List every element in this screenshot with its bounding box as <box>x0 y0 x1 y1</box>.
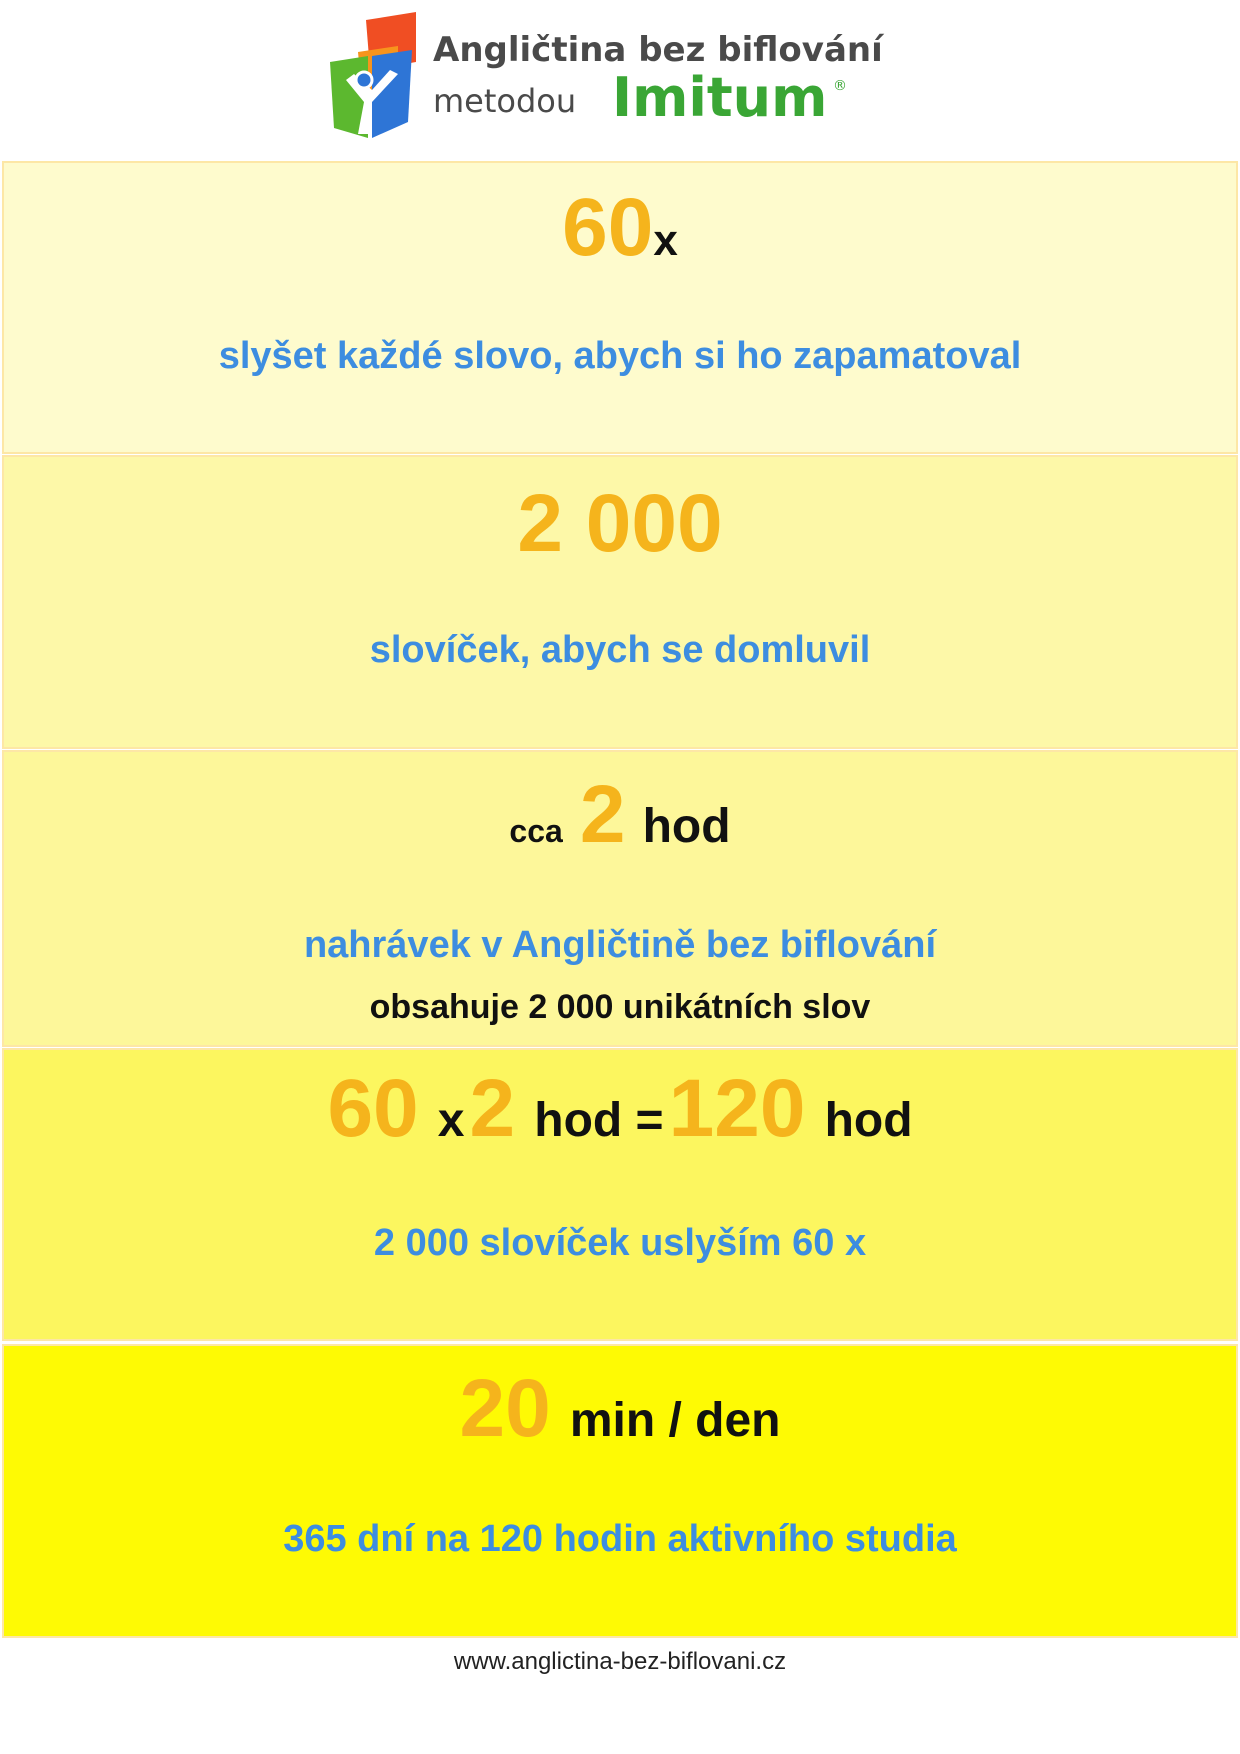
panel-1-suffix: x <box>653 216 678 265</box>
panel-4-n3: 120 <box>668 1063 806 1154</box>
website-url[interactable]: www.anglictina-bez-biflovani.cz <box>453 1648 787 1675</box>
panel-3-suffix: hod <box>642 800 731 853</box>
panel-1-number: 60 <box>562 182 654 273</box>
panel-4-text: 2 000 slovíček uslyším 60 x <box>373 1222 867 1264</box>
panel-2-headline <box>4 477 1236 571</box>
panel-4-n2: 2 <box>469 1063 516 1154</box>
fact-panel-1 <box>2 161 1238 454</box>
fact-panel-2 <box>2 455 1238 749</box>
registered-mark: ® <box>833 78 847 94</box>
panel-3-headline <box>4 768 1236 862</box>
fact-panel-5 <box>2 1344 1238 1638</box>
panel-3-prefix: cca <box>509 813 563 849</box>
panel-4-n1: 60 <box>327 1063 419 1154</box>
panel-2-text: slovíček, abych se domluvil <box>369 629 871 671</box>
panel-5-text: 365 dní na 120 hodin aktivního studia <box>283 1518 957 1560</box>
fact-panel-4 <box>2 1048 1238 1341</box>
panel-3-text: nahrávek v Angličtině bez biflování <box>303 924 937 966</box>
panel-4-op2: hod = <box>534 1094 664 1147</box>
brand-title: Angličtina bez biflování <box>433 30 883 70</box>
header <box>0 0 1240 160</box>
panel-4-equation <box>4 1062 1236 1156</box>
panel-5-headline <box>4 1362 1236 1456</box>
panel-1-headline <box>4 181 1236 275</box>
panel-3-subtext: obsahuje 2 000 unikátních slov <box>369 988 871 1026</box>
panel-3-number: 2 <box>579 769 626 860</box>
brand-subtitle-prefix: metodou <box>433 82 577 120</box>
panel-5-number: 20 <box>459 1363 551 1454</box>
fact-panel-3 <box>2 750 1238 1047</box>
panel-2-number: 2 000 <box>517 478 723 569</box>
panel-1-text: slyšet každé slovo, abych si ho zapamatoval <box>218 335 1022 377</box>
panel-5-suffix: min / den <box>569 1394 781 1447</box>
panel-4-unit: hod <box>824 1094 913 1147</box>
imitum-logo-icon <box>328 10 420 140</box>
panel-4-op1: x <box>437 1094 465 1147</box>
brand-name: Imitum <box>612 66 828 129</box>
